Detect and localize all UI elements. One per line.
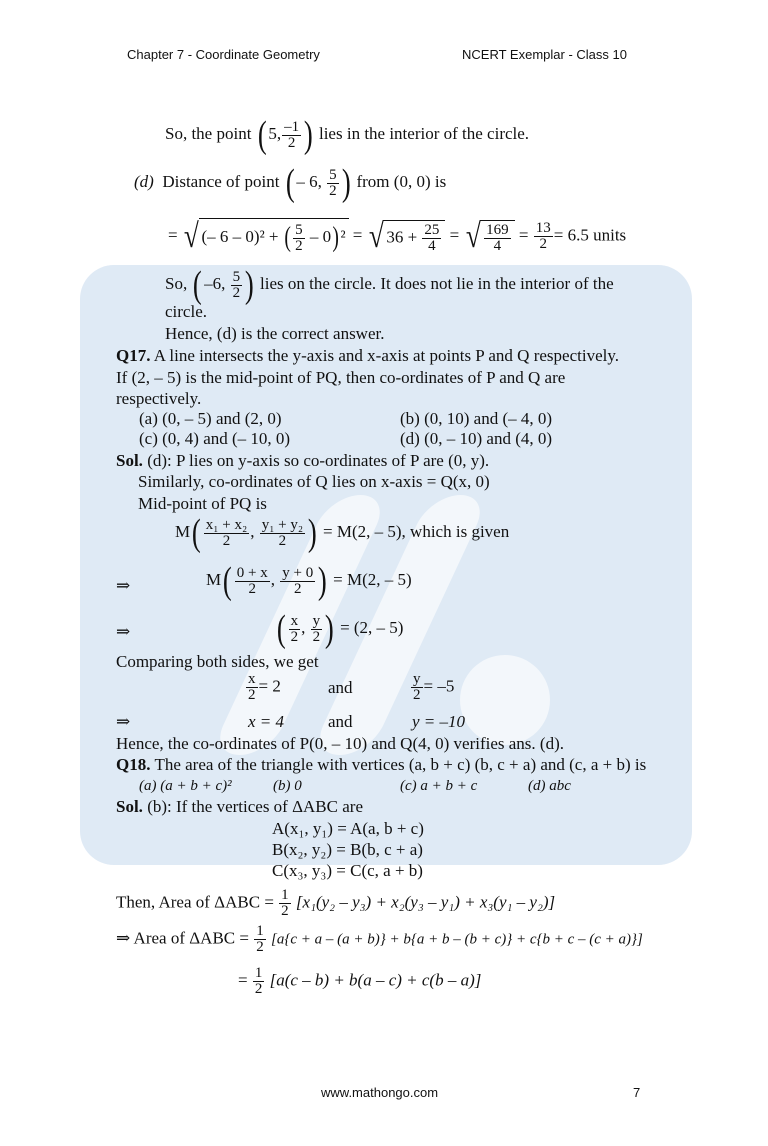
text: lies in the interior of the circle. — [318, 123, 530, 143]
question-label: Q17. — [116, 346, 151, 365]
text: The area of the triangle with vertices (a, b + c) (b, c + a) and (c, a + b) is — [154, 755, 647, 774]
text: = 2 — [258, 676, 281, 696]
text: (d): P lies on y-axis so co-ordinates of P are (0, y). — [147, 451, 490, 470]
q17-line-1 — [116, 346, 619, 366]
footer-site: www.mathongo.com — [321, 1085, 439, 1100]
text: So, — [165, 273, 188, 293]
text: [a{c + a – (a + b)} + b{a + b – (b + c)} + c{b + c – (c + a)}] — [270, 931, 643, 948]
line-on-circle: So, ( –6, $\frac{5}{2}$ ) lies on the circle. It does not lie in the interior of the — [165, 264, 614, 306]
midpoint-formula: M( $\frac{\text{x₁ + x₂}}{2}$ , $\frac{\text{y₁ + y₂}}{2}$ ) = M(2, – 5), which is given — [175, 512, 510, 554]
midpoint-sub: M( $\frac{0 + x}{2}$ , $\frac{y + 0}{2}$ ) = M(2, – 5) — [206, 560, 412, 602]
line-circle: circle. — [165, 302, 207, 321]
q18-option-a: (a) (a + b + c)² — [139, 778, 232, 794]
text: So, the point — [165, 123, 252, 143]
area-simplified: = $\frac{1}{2}$ [a(c – b) + b(a – c) + c(b – a)] — [238, 965, 482, 997]
line-distance-calc: = √ (– 6 – 0)² + ( $\frac{5}{2}$ – 0)² = √ 36 + $\frac{25}{4}$ = √ $\frac{169}{4}$ = $\frac{13}{2}$ = 6.5 units — [168, 217, 627, 255]
text: = 6.5 units — [553, 225, 627, 245]
solution-label: Sol. — [116, 451, 143, 470]
q18-option-b: (b) 0 — [273, 778, 302, 794]
footer-page-number: 7 — [633, 1085, 641, 1100]
implies-3: ⇒ — [116, 712, 131, 731]
q18-option-d: (d) abc — [528, 778, 571, 794]
half-xy: ( $\frac{x}{2}$ , $\frac{y}{2}$ ) = (2, – 5) — [276, 608, 404, 650]
text: = –5 — [423, 676, 455, 696]
text: ⇒ Area of ΔABC = — [116, 928, 249, 948]
sol17-line-1 — [116, 451, 489, 471]
text: A line intersects the y-axis and x-axis at points P and Q respectively. — [153, 346, 619, 365]
text: lies on the circle. It does not lie in the interior of the — [260, 273, 614, 293]
and-1: and — [328, 678, 353, 697]
implies-1: ⇒ — [116, 576, 131, 595]
eq-y-half: $\frac{y}{2}$ = –5 — [413, 671, 455, 703]
q17-option-a: (a) (0, – 5) and (2, 0) — [139, 409, 282, 428]
line-distance: (d) Distance of point ( – 6, $\frac{5}{2}$ ) from (0, 0) is — [134, 162, 447, 204]
text: Then, Area of ΔABC = — [116, 892, 274, 912]
question-label: Q18. — [116, 755, 151, 774]
q18-line — [116, 755, 646, 775]
q18-option-c: (c) a + b + c — [400, 778, 478, 794]
text: (b): If the vertices of ΔABC are — [147, 797, 363, 816]
area-formula: Then, Area of ΔABC = $\frac{1}{2}$ [x₁(y₂ – y₃) + x₂(y₃ – y₁) + x₃(y₁ – y₂)] — [116, 887, 556, 919]
line-point-interior: So, the point ( 5, $\frac{-1}{2}$ ) lies in the interior of the circle. — [165, 114, 530, 156]
sol17-midpoint: Mid-point of PQ is — [138, 494, 267, 513]
q17-option-d: (d) (0, – 10) and (4, 0) — [400, 429, 553, 448]
sol18-line — [116, 797, 363, 817]
and-2: and — [328, 712, 353, 731]
area-sub: ⇒ Area of ΔABC = $\frac{1}{2}$ [a{c + a – (a + b)} + b{a + b – (b + c)} + c{b + c – (c + a)}] — [116, 923, 643, 955]
option-label: (d) — [134, 171, 154, 191]
header-book: NCERT Exemplar - Class 10 — [462, 47, 627, 62]
vertex-b: B(x₂, y₂) = B(b, c + a) — [272, 840, 423, 859]
fraction: $\frac{-1}{2}$ — [284, 118, 300, 151]
text: = — [238, 970, 248, 990]
text: = (2, – 5) — [340, 617, 404, 637]
sol17-similarly: Similarly, co-ordinates of Q lies on x-axis = Q(x, 0) — [138, 472, 490, 491]
text: from (0, 0) is — [356, 171, 447, 191]
implies-2: ⇒ — [116, 622, 131, 641]
text: Distance of point — [162, 171, 280, 191]
comparing: Comparing both sides, we get — [116, 652, 319, 671]
line-hence-d: Hence, (d) is the correct answer. — [165, 324, 385, 343]
text: [x₁(y₂ – y₃) + x₂(y₃ – y₁) + x₃(y₁ – y₂)] — [295, 892, 556, 912]
x-value: x = 4 — [248, 712, 285, 731]
hence17: Hence, the co-ordinates of P(0, – 10) and Q(4, 0) verifies ans. (d). — [116, 734, 564, 753]
text: = M(2, – 5), which is given — [323, 521, 510, 541]
header-chapter: Chapter 7 - Coordinate Geometry — [127, 47, 320, 62]
q17-option-b: (b) (0, 10) and (– 4, 0) — [400, 409, 553, 428]
q17-option-c: (c) (0, 4) and (– 10, 0) — [139, 429, 291, 448]
vertex-a: A(x₁, y₁) = A(a, b + c) — [272, 819, 424, 838]
q17-line-2: If (2, – 5) is the mid-point of PQ, then co-ordinates of P and Q are — [116, 368, 566, 387]
solution-label: Sol. — [116, 797, 143, 816]
y-value: y = –10 — [412, 712, 466, 731]
text: [a(c – b) + b(a – c) + c(b – a)] — [269, 970, 482, 990]
text: = M(2, – 5) — [333, 569, 412, 589]
q17-line-3: respectively. — [116, 389, 202, 408]
eq-x-half: $\frac{x}{2}$ = 2 — [248, 671, 281, 703]
vertex-c: C(x₃, y₃) = C(c, a + b) — [272, 861, 423, 880]
